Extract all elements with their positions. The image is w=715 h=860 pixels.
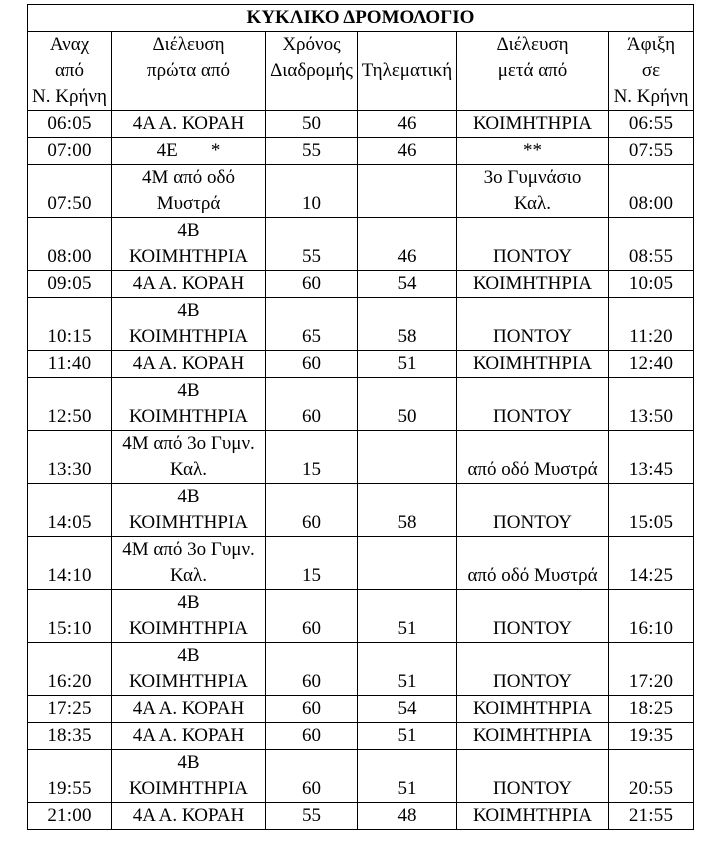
route-duration: 15 xyxy=(266,431,358,484)
route-duration: 60 xyxy=(266,590,358,643)
after-pass-line: Καλ. xyxy=(514,193,551,214)
after-pass-line: από οδό Μυστρά xyxy=(467,565,598,586)
first-pass-line: 4Β xyxy=(177,592,200,613)
first-pass-line: 4Α Α. ΚΟΡΑΗ xyxy=(132,698,245,719)
arrival-time: 15:05 xyxy=(609,484,694,537)
after-pass xyxy=(457,537,609,590)
first-pass xyxy=(112,723,266,750)
first-pass-line: 4Μ από οδό xyxy=(142,167,235,188)
first-pass xyxy=(112,696,266,723)
after-pass xyxy=(457,218,609,271)
after-pass xyxy=(457,803,609,830)
header-departure-line: Αναχ xyxy=(49,34,90,55)
first-pass-line: Καλ. xyxy=(170,565,207,586)
header-after-pass xyxy=(457,32,609,111)
first-pass-line: ΚΟΙΜΗΤΗΡΙΑ xyxy=(128,326,249,347)
header-after-pass-line: μετά από xyxy=(497,60,568,81)
header-row xyxy=(28,32,694,111)
first-pass xyxy=(112,165,266,218)
departure-time: 16:20 xyxy=(28,643,112,696)
after-pass-line: ** xyxy=(523,140,542,161)
telematics-code: 54 xyxy=(358,271,457,298)
table-row xyxy=(28,537,694,590)
telematics-code: 51 xyxy=(358,590,457,643)
telematics-code: 50 xyxy=(358,378,457,431)
header-after-pass-line: Διέλευση xyxy=(496,34,569,55)
departure-time: 18:35 xyxy=(28,723,112,750)
schedule-table xyxy=(27,4,694,830)
arrival-time: 20:55 xyxy=(609,750,694,803)
after-pass xyxy=(457,696,609,723)
first-pass-line: 4Α Α. ΚΟΡΑΗ xyxy=(132,805,245,826)
arrival-time: 08:00 xyxy=(609,165,694,218)
first-pass xyxy=(112,138,266,165)
first-pass-line: ΚΟΙΜΗΤΗΡΙΑ xyxy=(128,618,249,639)
after-pass-line: ΚΟΙΜΗΤΗΡΙΑ xyxy=(472,273,593,294)
route-duration: 65 xyxy=(266,298,358,351)
after-pass xyxy=(457,111,609,138)
arrival-time: 10:05 xyxy=(609,271,694,298)
table-row xyxy=(28,484,694,537)
after-pass-line: ΚΟΙΜΗΤΗΡΙΑ xyxy=(472,725,593,746)
after-pass xyxy=(457,351,609,378)
table-row xyxy=(28,165,694,218)
table-row xyxy=(28,643,694,696)
telematics-code: 58 xyxy=(358,298,457,351)
after-pass-line: από οδό Μυστρά xyxy=(467,459,598,480)
first-pass-line: ΚΟΙΜΗΤΗΡΙΑ xyxy=(128,246,249,267)
first-pass-line: 4Β xyxy=(177,300,200,321)
header-duration xyxy=(266,32,358,111)
route-duration: 60 xyxy=(266,643,358,696)
arrival-time: 19:35 xyxy=(609,723,694,750)
first-pass-line: 4Μ από 3ο Γυμν. xyxy=(122,539,255,560)
telematics-code xyxy=(358,165,457,218)
first-pass-line: 4Β xyxy=(177,380,200,401)
table-row xyxy=(28,750,694,803)
after-pass xyxy=(457,723,609,750)
after-pass-line: ΚΟΙΜΗΤΗΡΙΑ xyxy=(472,698,593,719)
arrival-time: 11:20 xyxy=(609,298,694,351)
table-row xyxy=(28,351,694,378)
after-pass-line: ΠΟΝΤΟΥ xyxy=(493,671,572,692)
first-pass-line: 4Β xyxy=(177,486,200,507)
table-row xyxy=(28,431,694,484)
schedule-title: ΚΥΚΛΙΚΟ ΔΡΟΜΟΛΟΓΙΟ xyxy=(28,5,694,32)
after-pass xyxy=(457,378,609,431)
first-pass xyxy=(112,111,266,138)
table-row xyxy=(28,271,694,298)
route-duration: 50 xyxy=(266,111,358,138)
header-arrival-line: Άφιξη xyxy=(626,34,676,55)
header-telematics xyxy=(358,32,457,111)
header-departure-line: Ν. Κρήνη xyxy=(32,86,107,107)
table-row xyxy=(28,111,694,138)
header-first-pass-line: Διέλευση xyxy=(152,34,225,55)
after-pass-line: ΠΟΝΤΟΥ xyxy=(493,512,572,533)
arrival-time: 12:40 xyxy=(609,351,694,378)
departure-time: 14:05 xyxy=(28,484,112,537)
telematics-code xyxy=(358,431,457,484)
departure-time: 21:00 xyxy=(28,803,112,830)
first-pass xyxy=(112,378,266,431)
first-pass xyxy=(112,750,266,803)
schedule-rows xyxy=(28,111,694,830)
table-row xyxy=(28,218,694,271)
first-pass xyxy=(112,218,266,271)
arrival-time: 13:50 xyxy=(609,378,694,431)
table-row xyxy=(28,803,694,830)
route-duration: 10 xyxy=(266,165,358,218)
route-duration: 60 xyxy=(266,378,358,431)
first-pass xyxy=(112,271,266,298)
arrival-time: 21:55 xyxy=(609,803,694,830)
after-pass-line: ΠΟΝΤΟΥ xyxy=(493,406,572,427)
header-telematics-label: Τηλεματική xyxy=(361,60,453,81)
telematics-code: 51 xyxy=(358,750,457,803)
after-pass-line: ΠΟΝΤΟΥ xyxy=(493,246,572,267)
first-pass xyxy=(112,351,266,378)
first-pass xyxy=(112,643,266,696)
header-departure-line: από xyxy=(54,60,85,81)
telematics-code: 46 xyxy=(358,218,457,271)
first-pass-line: 4Α Α. ΚΟΡΑΗ xyxy=(132,725,245,746)
route-duration: 15 xyxy=(266,537,358,590)
departure-time: 11:40 xyxy=(28,351,112,378)
arrival-time: 18:25 xyxy=(609,696,694,723)
table-row xyxy=(28,723,694,750)
departure-time: 08:00 xyxy=(28,218,112,271)
first-pass-line: 4Α Α. ΚΟΡΑΗ xyxy=(132,273,245,294)
route-duration: 60 xyxy=(266,351,358,378)
departure-time: 10:15 xyxy=(28,298,112,351)
first-pass-line: 4Α Α. ΚΟΡΑΗ xyxy=(132,113,245,134)
telematics-code: 46 xyxy=(358,138,457,165)
telematics-code: 51 xyxy=(358,351,457,378)
after-pass xyxy=(457,138,609,165)
route-duration: 60 xyxy=(266,271,358,298)
telematics-code: 46 xyxy=(358,111,457,138)
first-pass-line: Μυστρά xyxy=(156,193,221,214)
after-pass xyxy=(457,750,609,803)
telematics-code: 58 xyxy=(358,484,457,537)
header-arrival xyxy=(609,32,694,111)
first-pass-line: 4Μ από 3ο Γυμν. xyxy=(122,433,255,454)
after-pass xyxy=(457,484,609,537)
arrival-time: 14:25 xyxy=(609,537,694,590)
header-departure xyxy=(28,32,112,111)
after-pass xyxy=(457,590,609,643)
route-duration: 60 xyxy=(266,696,358,723)
first-pass-line: 4Β xyxy=(177,645,200,666)
after-pass xyxy=(457,431,609,484)
header-first-pass-line: πρώτα από xyxy=(147,60,230,81)
after-pass-line: 3ο Γυμνάσιο xyxy=(483,167,582,188)
header-duration-line: Διαδρομής xyxy=(270,60,353,81)
first-pass-line: ΚΟΙΜΗΤΗΡΙΑ xyxy=(128,512,249,533)
departure-time: 14:10 xyxy=(28,537,112,590)
departure-time: 13:30 xyxy=(28,431,112,484)
table-row xyxy=(28,696,694,723)
after-pass-line: ΠΟΝΤΟΥ xyxy=(493,778,572,799)
first-pass-line: ΚΟΙΜΗΤΗΡΙΑ xyxy=(128,671,249,692)
telematics-code: 51 xyxy=(358,723,457,750)
header-arrival-line: Ν. Κρήνη xyxy=(613,86,689,107)
after-pass-line: ΚΟΙΜΗΤΗΡΙΑ xyxy=(472,353,593,374)
route-duration: 55 xyxy=(266,218,358,271)
first-pass-line: Καλ. xyxy=(170,459,207,480)
table-row xyxy=(28,378,694,431)
header-first-pass xyxy=(112,32,266,111)
after-pass xyxy=(457,165,609,218)
route-duration: 55 xyxy=(266,138,358,165)
departure-time: 19:55 xyxy=(28,750,112,803)
first-pass-line: 4Β xyxy=(177,752,200,773)
departure-time: 17:25 xyxy=(28,696,112,723)
table-row xyxy=(28,590,694,643)
telematics-code xyxy=(358,537,457,590)
first-pass xyxy=(112,803,266,830)
route-duration: 60 xyxy=(266,723,358,750)
arrival-time: 08:55 xyxy=(609,218,694,271)
after-pass-line: ΚΟΙΜΗΤΗΡΙΑ xyxy=(472,113,593,134)
telematics-code: 54 xyxy=(358,696,457,723)
telematics-code: 51 xyxy=(358,643,457,696)
table-row xyxy=(28,138,694,165)
first-pass xyxy=(112,484,266,537)
first-pass xyxy=(112,537,266,590)
arrival-time: 17:20 xyxy=(609,643,694,696)
after-pass xyxy=(457,271,609,298)
after-pass xyxy=(457,643,609,696)
departure-time: 06:05 xyxy=(28,111,112,138)
departure-time: 07:00 xyxy=(28,138,112,165)
after-pass xyxy=(457,298,609,351)
first-pass-line: 4Ε * xyxy=(156,140,221,161)
header-duration-line: Χρόνος xyxy=(282,34,341,55)
first-pass-line: 4Α Α. ΚΟΡΑΗ xyxy=(132,353,245,374)
route-duration: 60 xyxy=(266,484,358,537)
departure-time: 12:50 xyxy=(28,378,112,431)
after-pass-line: ΚΟΙΜΗΤΗΡΙΑ xyxy=(472,805,593,826)
after-pass-line: ΠΟΝΤΟΥ xyxy=(493,326,572,347)
first-pass xyxy=(112,431,266,484)
after-pass-line: ΠΟΝΤΟΥ xyxy=(493,618,572,639)
first-pass-line: 4Β xyxy=(177,220,200,241)
first-pass-line: ΚΟΙΜΗΤΗΡΙΑ xyxy=(128,406,249,427)
arrival-time: 06:55 xyxy=(609,111,694,138)
first-pass-line: ΚΟΙΜΗΤΗΡΙΑ xyxy=(128,778,249,799)
route-duration: 60 xyxy=(266,750,358,803)
header-arrival-line: σε xyxy=(641,60,661,81)
arrival-time: 07:55 xyxy=(609,138,694,165)
table-row xyxy=(28,298,694,351)
route-duration: 55 xyxy=(266,803,358,830)
telematics-code: 48 xyxy=(358,803,457,830)
arrival-time: 13:45 xyxy=(609,431,694,484)
first-pass xyxy=(112,298,266,351)
departure-time: 15:10 xyxy=(28,590,112,643)
arrival-time: 16:10 xyxy=(609,590,694,643)
departure-time: 09:05 xyxy=(28,271,112,298)
departure-time: 07:50 xyxy=(28,165,112,218)
first-pass xyxy=(112,590,266,643)
